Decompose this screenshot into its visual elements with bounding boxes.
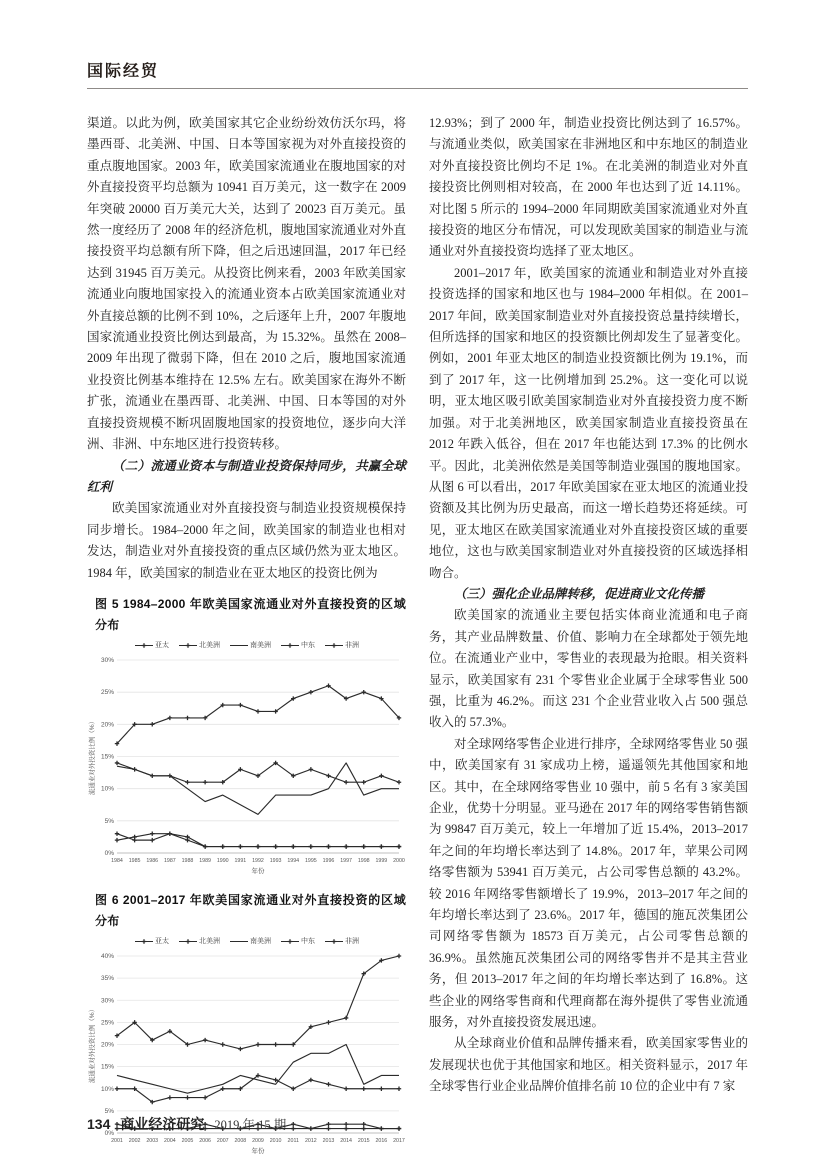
- legend-label: 中东: [301, 642, 315, 650]
- svg-text:0%: 0%: [104, 849, 114, 857]
- svg-text:2004: 2004: [163, 1137, 176, 1144]
- svg-text:年份: 年份: [251, 867, 265, 875]
- svg-text:1997: 1997: [340, 857, 353, 864]
- right-column: [429, 113, 748, 1160]
- svg-text:25%: 25%: [100, 688, 114, 696]
- legend-label: 亚太: [155, 642, 169, 650]
- legend-item: [229, 635, 271, 656]
- svg-text:1996: 1996: [322, 857, 335, 864]
- svg-text:1990: 1990: [216, 857, 229, 864]
- legend-line-swatch: [280, 937, 300, 946]
- svg-text:1998: 1998: [357, 857, 370, 864]
- svg-text:35%: 35%: [100, 974, 114, 982]
- figure-6-legend: [87, 936, 406, 948]
- figure-6-caption: 图 6 2001–2017 年欧美国家流通业对外直接投资的区域分布: [95, 892, 406, 929]
- figure-5: [87, 594, 406, 880]
- svg-text:0%: 0%: [104, 1129, 114, 1137]
- legend-item: [134, 635, 169, 656]
- legend-label: 南美洲: [250, 937, 271, 945]
- svg-text:5%: 5%: [104, 817, 114, 825]
- legend-line-swatch: [280, 641, 300, 650]
- legend-item: [280, 635, 315, 656]
- svg-text:2008: 2008: [234, 1137, 247, 1144]
- svg-text:2010: 2010: [269, 1137, 282, 1144]
- legend-line-swatch: [229, 937, 249, 946]
- paragraph: 欧美国家流通业对外直接投资与制造业投资规模保持同步增长。1984–2000 年之间，欧美国家的制造业也相对发达，制造业对外直接投资的重点区域仍然为亚太地区。1984 年，欧美国家的制造业在亚太地区的投资比例为: [87, 501, 406, 580]
- svg-text:10%: 10%: [100, 785, 114, 793]
- svg-text:1987: 1987: [163, 857, 176, 864]
- legend-label: 南美洲: [250, 642, 271, 650]
- legend-item: [324, 635, 359, 656]
- legend-label: 北美洲: [199, 642, 220, 650]
- svg-text:1984: 1984: [111, 857, 123, 864]
- legend-line-swatch: [324, 937, 344, 946]
- svg-text:2017: 2017: [393, 1137, 405, 1144]
- svg-text:10%: 10%: [100, 1085, 114, 1093]
- legend-line-swatch: [134, 641, 154, 650]
- svg-text:2001: 2001: [111, 1137, 123, 1144]
- legend-label: 中东: [301, 937, 315, 945]
- svg-text:2011: 2011: [287, 1137, 299, 1144]
- legend-item: [229, 931, 271, 952]
- paragraph: 渠道。以此为例，欧美国家其它企业纷纷效仿沃尔玛，将墨西哥、北美洲、中国、日本等国家视为对外直接投资的重点腹地国家。2003 年，欧美国家流通业在腹地国家的对外直接投资平均总额为 10941 百万美元，这一数字在 2009 年突破 20000 百万美元大关，达到了 20023 百万美元。虽然一度经历了 2008 年的经济危机，腹地国家流通业对外直接投资平均总额有所下降，但之后迅速回温，2017 年已经达到 31945 百万美元。从投资比例来看，2003 年欧美国家流通业向腹地国家投入的流通业资本占欧美国家流通业对外直接总额的比例不到 10%，之后逐年上升，2007 年腹地国家流通业投资比例达到最高，为 15.32%。虽然在 2008–2009 年出现了微弱下降，但在 2010 之后，腹地国家流通业投资比例基本维持在 12.5% 左右。欧美国家在海外不断扩张，流通业在墨西哥、北美洲、中国、日本等国的对外直接投资规模不断巩固腹地国家的投资地位，逐步向大洋洲、非洲、中东地区进行投资转移。: [87, 116, 406, 452]
- paragraph: 欧美国家的流通业主要包括实体商业流通和电子商务，其产业品牌数量、价值、影响力在全球都处于领先地位。在流通业产业中，零售业的表现最为抢眼。相关资料显示，欧美国家有 231 个零售业企业属于全球零售业 500 强，比重为 46.2%。而这 231 个企业营业收入占 500 强总收入的 57.3%。: [429, 608, 748, 730]
- legend-line-swatch: [178, 937, 198, 946]
- svg-text:2013: 2013: [322, 1137, 335, 1144]
- svg-text:流通业对外投资比例（%）: 流通业对外投资比例（%）: [89, 717, 96, 795]
- svg-text:2002: 2002: [128, 1137, 141, 1144]
- svg-text:1994: 1994: [287, 857, 300, 864]
- paragraph: 对全球网络零售企业进行排序，全球网络零售业 50 强中，欧美国家有 31 家成功上榜，遥遥领先其他国家和地区。其中，在全球网络零售业 10 强中，前 5 名有 3 家美国企业，优势十分明显。亚马逊在 2017 年的网络零售销售额为 99847 百万美元，较上一年增加了近 15.4%，2013–2017 年之间的年均增长率达到了 14.8%。2017 年，苹果公司网络零售额为 53941 百万美元，占公司零售总额的 43.2%。较 2016 年网络零售额增长了 19.9%，2013–2017 年之间的年均增长率达到了 23.6%。2017 年，德国的施瓦茨集团公司网络零售额为 18573 百万美元，占公司零售总额的 36.9%。虽然施瓦茨集团公司的网络零售并不是其主营业务，但 2013–2017 年之间的年均增长率达到了 16.8%。这些企业的网络零售商和代理商都在海外提供了零售业流通服务，对外直接投资发展迅速。: [429, 736, 748, 1030]
- svg-text:2009: 2009: [252, 1137, 264, 1144]
- svg-text:2007: 2007: [216, 1137, 229, 1144]
- legend-label: 亚太: [155, 937, 169, 945]
- legend-item: [178, 931, 220, 952]
- svg-text:5%: 5%: [104, 1107, 114, 1115]
- svg-text:15%: 15%: [100, 1063, 114, 1071]
- figure-5-plot: [87, 652, 406, 880]
- svg-text:1991: 1991: [234, 857, 247, 864]
- svg-text:年份: 年份: [251, 1147, 265, 1155]
- legend-label: 非洲: [345, 937, 359, 945]
- svg-text:1995: 1995: [304, 857, 317, 864]
- legend-line-swatch: [178, 641, 198, 650]
- svg-text:1986: 1986: [146, 857, 159, 864]
- section-title: 国际经贸: [87, 58, 748, 89]
- svg-text:2015: 2015: [357, 1137, 370, 1144]
- left-column: [87, 113, 406, 1160]
- legend-line-swatch: [229, 641, 249, 650]
- legend-line-swatch: [324, 641, 344, 650]
- svg-text:2012: 2012: [304, 1137, 317, 1144]
- legend-item: [178, 635, 220, 656]
- svg-text:20%: 20%: [100, 1041, 114, 1049]
- legend-line-swatch: [134, 937, 154, 946]
- svg-text:2003: 2003: [146, 1137, 159, 1144]
- svg-text:25%: 25%: [100, 1018, 114, 1026]
- svg-text:2005: 2005: [181, 1137, 194, 1144]
- page-number: 134: [87, 1116, 111, 1132]
- svg-text:1993: 1993: [269, 857, 282, 864]
- paragraph: 从全球商业价值和品牌传播来看，欧美国家零售业的发展现状也优于其他国家和地区。相关资料显示，2017 年全球零售行业企业品牌价值排名前 10 位的企业中有 7 家: [429, 1036, 748, 1094]
- issue-label: 2019 年 15 期: [214, 1118, 287, 1132]
- svg-text:1999: 1999: [375, 857, 388, 864]
- svg-text:30%: 30%: [100, 996, 114, 1004]
- two-column-body: [87, 113, 748, 1160]
- svg-text:15%: 15%: [100, 753, 114, 761]
- figure-5-legend: [87, 640, 406, 652]
- legend-label: 北美洲: [199, 937, 220, 945]
- svg-text:30%: 30%: [100, 656, 114, 664]
- page-footer: [87, 1114, 286, 1134]
- section-subheading: （三）强化企业品牌转移，促进商业文化传播: [454, 586, 705, 601]
- svg-text:流通业对外投资比例（%）: 流通业对外投资比例（%）: [89, 1005, 96, 1083]
- svg-text:2006: 2006: [199, 1137, 212, 1144]
- svg-text:40%: 40%: [100, 952, 114, 960]
- legend-label: 非洲: [345, 642, 359, 650]
- svg-text:1989: 1989: [199, 857, 212, 864]
- svg-text:1988: 1988: [181, 857, 194, 864]
- legend-item: [324, 931, 359, 952]
- legend-item: [280, 931, 315, 952]
- paragraph: 2001–2017 年，欧美国家的流通业和制造业对外直接投资选择的国家和地区也与 1984–2000 年相似。在 2001–2017 年间，欧美国家制造业对外直接投资总量持续增长，但所选择的国家和地区的投资额比例却发生了显著变化。例如，2001 年亚太地区的制造业投资额比例为 19.1%，而到了 2017 年，这一比例增加到 25.2%。这一变化可以说明，亚太地区吸引欧美国家制造业对外直接投资力度不断加强。对于北美洲地区，欧美国家制造业直接投资虽在 2012 年跌入低谷，但在 2017 年也能达到 17.3% 的比例水平。因此，北美洲依然是美国等制造业强国的腹地国家。从图 6 可以看出，2017 年欧美国家在亚太地区的流通业投资额及其比例为历史最高，而这一增长趋势还将延续。可见，亚太地区在欧美国家流通业对外直接投资区域的重要地位，这也与欧美国家制造业对外直接投资的区域选择相吻合。: [429, 265, 748, 580]
- svg-text:1985: 1985: [128, 857, 141, 864]
- section-subheading: （二）流通业资本与制造业投资保持同步，共赢全球红利: [87, 458, 406, 494]
- svg-text:2000: 2000: [393, 857, 405, 864]
- paragraph: 12.93%；到了 2000 年，制造业投资比例达到了 16.57%。与流通业类似，欧美国家在非洲地区和中东地区的制造业对外直接投资比例均不足 1%。在北美洲的制造业对外直接投资比例则相对较高，在 2000 年也达到了近 14.11%。对比图 5 所示的 1994–2000 年同期欧美国家流通业对外直接投资的地区分布情况，可以发现欧美国家的制造业与流通业对外直接投资均选择了亚太地区。: [429, 116, 748, 259]
- figure-5-chart: [87, 640, 406, 880]
- figure-5-caption: 图 5 1984–2000 年欧美国家流通业对外直接投资的区域分布: [95, 596, 406, 633]
- svg-text:2014: 2014: [340, 1137, 353, 1144]
- chart-canvas: [87, 652, 406, 880]
- svg-text:2016: 2016: [375, 1137, 388, 1144]
- svg-text:1992: 1992: [252, 857, 264, 864]
- svg-text:20%: 20%: [100, 721, 114, 729]
- legend-item: [134, 931, 169, 952]
- journal-name: 商业经济研究: [120, 1116, 205, 1132]
